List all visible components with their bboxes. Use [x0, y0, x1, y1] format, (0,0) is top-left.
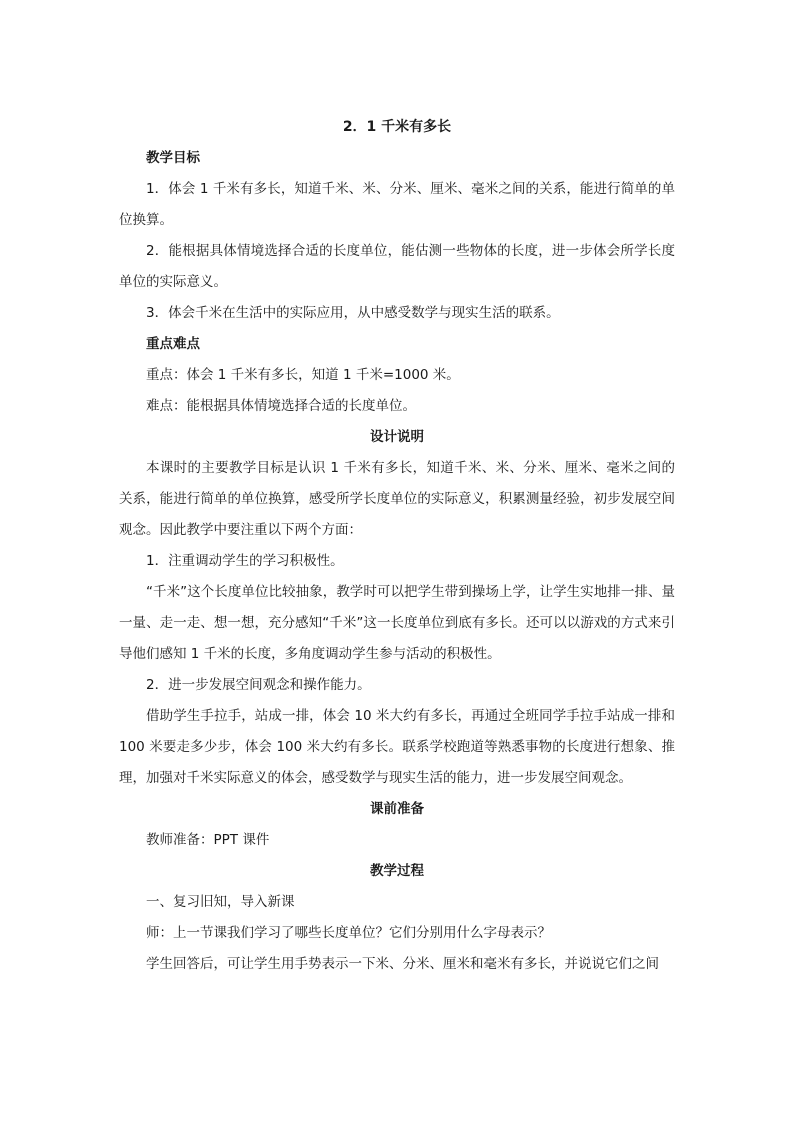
goal-2: 2．能根据具体情境选择合适的长度单位，能估测一些物体的长度，进一步体会所学长度单位的实际意义。 — [119, 243, 675, 290]
goal-1: 1．体会 1 千米有多长，知道千米、米、分米、厘米、毫米之间的关系，能进行简单的单位换算。 — [119, 181, 675, 228]
key-point: 重点：体会 1 千米有多长，知道 1 千米=1000 米。 — [146, 367, 460, 383]
section-1-heading: 一、复习旧知，导入新课 — [146, 894, 295, 910]
difficult-point: 难点：能根据具体情境选择合适的长度单位。 — [146, 398, 416, 414]
design-point-1-text: “千米”这个长度单位比较抽象，教学时可以把学生带到操场上学，让学生实地排一排、量一量、走一走、想一想，充分感知“千米”这一长度单位到底有多长。还可以以游戏的方式来引导他们感知 1 千米的长度，多角度调动学生参与活动的积极性。 — [119, 584, 675, 662]
student-answer: 学生回答后，可让学生用手势表示一下米、分米、厘米和毫米有多长，并说说它们之间 — [146, 956, 659, 972]
document-page — [119, 112, 675, 980]
goals-heading: 教学目标 — [146, 150, 200, 166]
goal-3: 3．体会千米在生活中的实际应用，从中感受数学与现实生活的联系。 — [146, 305, 560, 321]
design-point-1: 1．注重调动学生的学习积极性。 — [146, 553, 344, 569]
prep-heading: 课前准备 — [370, 801, 424, 817]
teacher-question: 师：上一节课我们学习了哪些长度单位？它们分别用什么字母表示？ — [146, 925, 551, 941]
design-heading: 设计说明 — [370, 429, 424, 445]
design-intro: 本课时的主要教学目标是认识 1 千米有多长，知道千米、米、分米、厘米、毫米之间的关系，能进行简单的单位换算，感受所学长度单位的实际意义，积累测量经验，初步发展空间观念。因此教学中要注重以下两个方面： — [119, 460, 675, 538]
key-points-heading: 重点难点 — [146, 336, 200, 352]
prep-text: 教师准备：PPT 课件 — [146, 832, 270, 848]
process-heading: 教学过程 — [370, 863, 424, 879]
design-point-2-text: 借助学生手拉手，站成一排，体会 10 米大约有多长，再通过全班同学手拉手站成一排和 100 米要走多少步，体会 100 米大约有多长。联系学校跑道等熟悉事物的长度进行想象、推理，加强对千米实际意义的体会，感受数学与现实生活的能力，进一步发展空间观念。 — [119, 708, 675, 786]
document-title: 2．1 千米有多长 — [342, 119, 452, 135]
design-point-2: 2．进一步发展空间观念和操作能力。 — [146, 677, 371, 693]
